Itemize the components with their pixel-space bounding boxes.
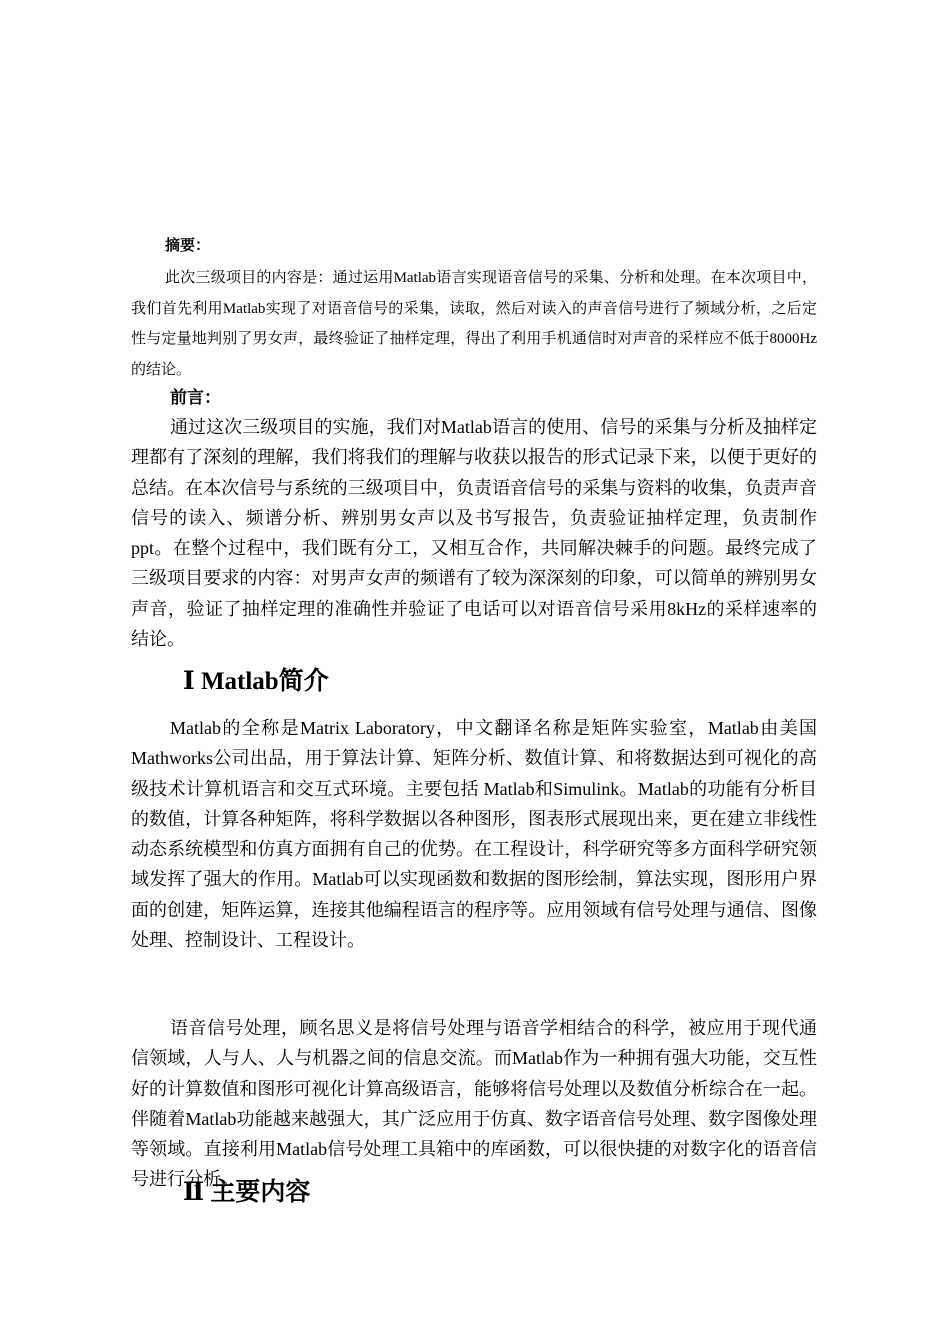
section-heading-matlab-intro: Ⅰ Matlab简介 bbox=[183, 668, 329, 695]
section-heading-main-content: Ⅱ 主要内容 bbox=[183, 1179, 311, 1206]
section-paragraph: Matlab的全称是Matrix Laboratory，中文翻译名称是矩阵实验室，Matlab由美国Mathworks公司出品，用于算法计算、矩阵分析、数值计算、和将数据达到可视化的高级技术计算机语言和交互式环境。主要包括 Matlab和Simulink。Matlab的功能有分析目的数值，计算各种矩阵，将科学数据以各种图形，图表形式展现出来，更在建立非线性动态系统模型和仿真方面拥有自己的优势。在工程设计，科学研究等多方面科学研究领域发挥了强大的作用。Matlab可以实现函数和数据的图形绘制，算法实现，图形用户界面的创建，矩阵运算，连接其他编程语言的程序等。应用领域有信号处理与通信、图像处理、控制设计、工程设计。 bbox=[131, 718, 817, 951]
section-paragraph: 语音信号处理，顾名思义是将信号处理与语音学相结合的科学，被应用于现代通信领域，人与人、人与机器之间的信息交流。而Matlab作为一种拥有强大功能，交互性好的计算数值和图形可视化计算高级语言，能够将信号处理以及数值分析综合在一起。伴随着Matlab功能越来越强大，其广泛应用于仿真、数字语音信号处理、数字图像处理等领域。直接利用Matlab信号处理工具箱中的库函数，可以很快捷的对数字化的语音信号进行分析。 bbox=[131, 1018, 817, 1190]
abstract-label: 摘要： bbox=[165, 238, 211, 254]
preface-label: 前言： bbox=[170, 388, 221, 407]
abstract-text: 此次三级项目的内容是：通过运用Matlab语言实现语音信号的采集、分析和处理。在本次项目中，我们首先利用Matlab实现了对语音信号的采集，读取，然后对读入的声音信号进行了频域分析，之后定性与定量地判别了男女声，最终验证了抽样定理，得出了利用手机通信时对声音的采样应不低于8000Hz的结论。 bbox=[131, 270, 817, 378]
preface-text: 通过这次三级项目的实施，我们对Matlab语言的使用、信号的采集与分析及抽样定理都有了深刻的理解，我们将我们的理解与收获以报告的形式记录下来，以便于更好的总结。在本次信号与系统的三级项目中，负责语音信号的采集与资料的收集，负责声音信号的读入、频谱分析、辨别男女声以及书写报告，负责验证抽样定理，负责制作ppt。在整个过程中，我们既有分工，又相互合作，共同解决棘手的问题。最终完成了三级项目要求的内容：对男声女声的频谱有了较为深深刻的印象，可以简单的辨别男女声音，验证了抽样定理的准确性并验证了电话可以对语音信号采用8kHz的采样速率的结论。 bbox=[131, 417, 817, 650]
